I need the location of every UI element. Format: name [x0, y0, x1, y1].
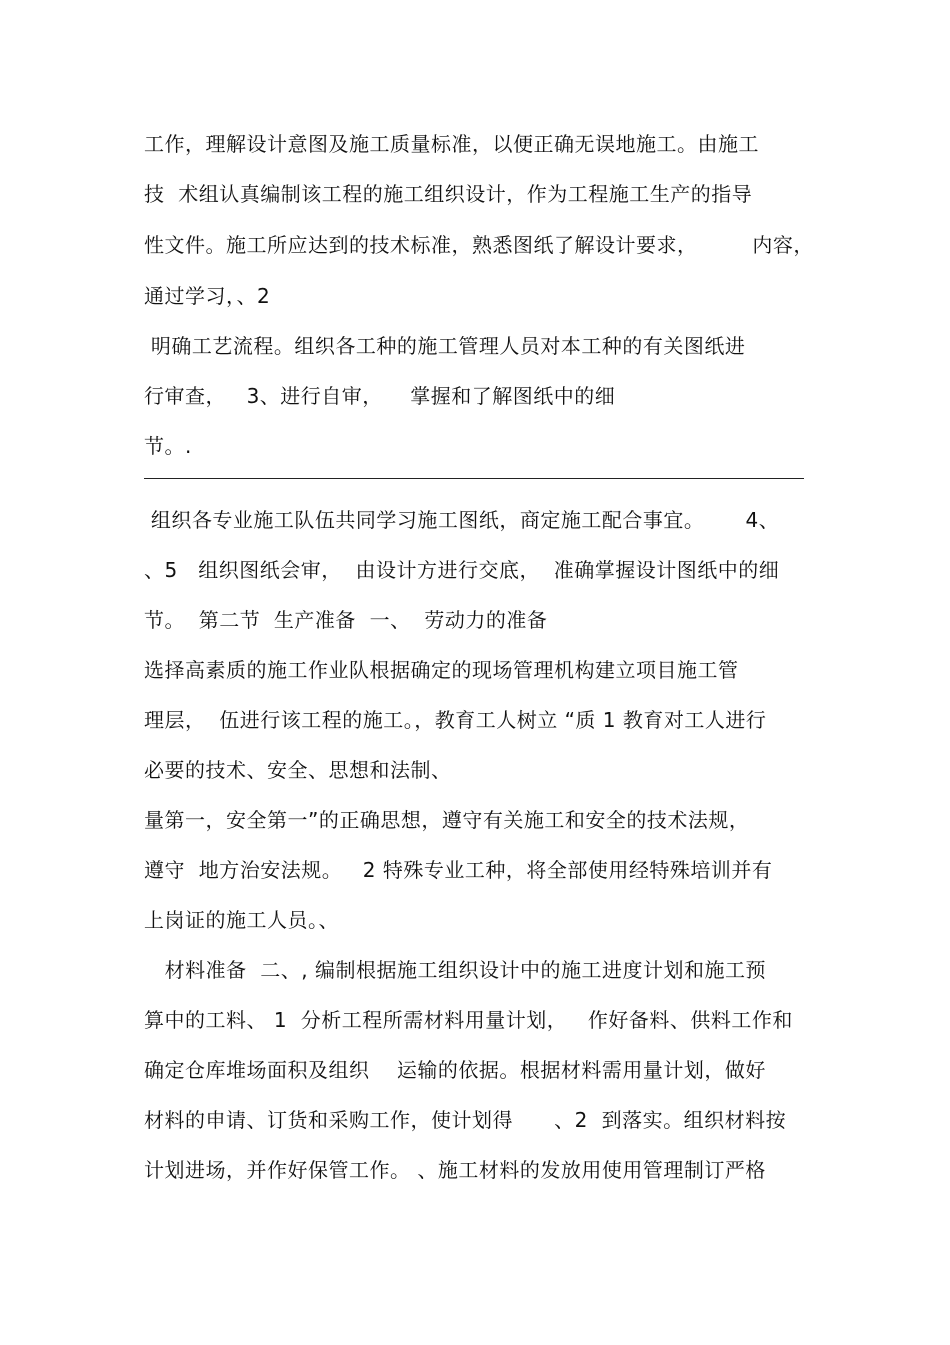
text-line: 量第一，安全第一”的正确思想，遵守有关施工和安全的技术法规，	[144, 808, 750, 832]
text-line: 选择高素质的施工作业队根据确定的现场管理机构建立项目施工管	[144, 658, 739, 682]
text-line: 明确工艺流程。组织各工种的施工管理人员对本工种的有关图纸进	[144, 334, 746, 358]
text-line: 材料的申请、订货和采购工作，使计划得 、2 到落实。组织材料按	[144, 1108, 787, 1132]
text-line: 节。.	[144, 434, 192, 458]
text-line: 行审查， 3、进行自审， 掌握和了解图纸中的细	[144, 384, 616, 408]
text-line: 必要的技术、安全、思想和法制、	[144, 758, 452, 782]
text-line: 算中的工料、 1 分析工程所需材料用量计划， 作好备料、供料工作和	[144, 1008, 793, 1032]
text-line: 遵守 地方治安法规。 2 特殊专业工种，将全部使用经特殊培训并有	[144, 858, 773, 882]
text-line: 节。 第二节 生产准备 一、 劳动力的准备	[144, 608, 548, 632]
text-line: 理层， 伍进行该工程的施工。，教育工人树立 “质 1 教育对工人进行	[144, 708, 767, 732]
text-line: 计划进场，并作好保管工作。 、施工材料的发放用使用管理制订严格	[144, 1158, 766, 1182]
text-line: 上岗证的施工人员。、	[144, 908, 339, 932]
text-line: 组织各专业施工队伍共同学习施工图纸，商定施工配合事宜。 4、	[144, 508, 780, 532]
text-line: 性文件。施工所应达到的技术标准，熟悉图纸了解设计要求， 内容，	[144, 233, 814, 257]
text-line: 工作，理解设计意图及施工质量标准，以便正确无误地施工。由施工	[144, 132, 759, 156]
text-line: 通过学习，、2	[144, 284, 271, 308]
text-line: 、5 组织图纸会审， 由设计方进行交底， 准确掌握设计图纸中的细	[144, 558, 780, 582]
text-line: 技 术组认真编制该工程的施工组织设计，作为工程施工生产的指导	[144, 182, 753, 206]
text-line: 确定仓库堆场面积及组织 运输的依据。根据材料需用量计划，做好	[144, 1058, 766, 1082]
horizontal-divider	[144, 478, 804, 479]
text-line: 材料准备 二、, 编制根据施工组织设计中的施工进度计划和施工预	[144, 958, 767, 982]
